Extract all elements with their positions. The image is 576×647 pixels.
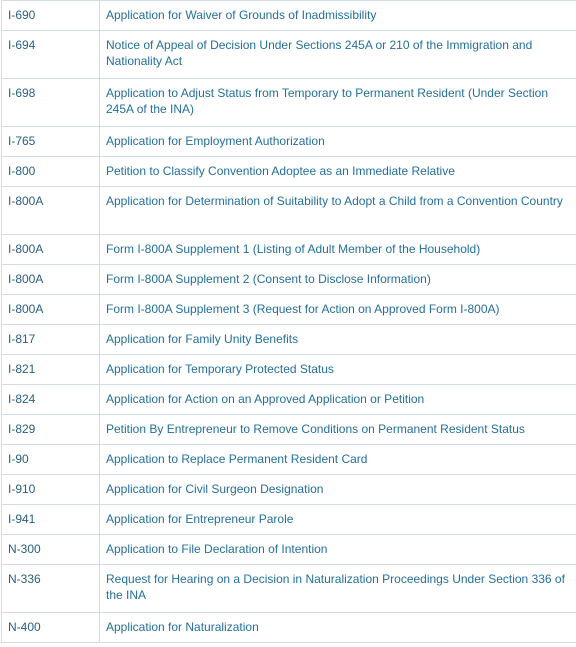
form-number-cell: I-698 — [2, 79, 100, 127]
form-title-link[interactable]: Notice of Appeal of Decision Under Sections 245A or 210 of the Immigration and Nationality Act — [100, 31, 576, 79]
table-row — [2, 265, 576, 295]
form-title-link[interactable]: Request for Hearing on a Decision in Naturalization Proceedings Under Section 336 of the INA — [100, 565, 576, 613]
table-row — [2, 295, 576, 325]
form-title-link[interactable]: Application for Entrepreneur Parole — [100, 505, 576, 535]
form-title-link[interactable]: Application for Civil Surgeon Designation — [100, 475, 576, 505]
form-number-cell: I-690 — [2, 1, 100, 31]
form-number-cell: N-400 — [2, 613, 100, 643]
form-number-cell: I-694 — [2, 31, 100, 79]
form-title-link[interactable]: Petition to Classify Convention Adoptee as an Immediate Relative — [100, 157, 576, 187]
form-number-cell: I-824 — [2, 385, 100, 415]
forms-table — [1, 0, 576, 643]
table-row — [2, 613, 576, 643]
table-row — [2, 157, 576, 187]
form-number-cell: N-300 — [2, 535, 100, 565]
form-title-link[interactable]: Petition By Entrepreneur to Remove Conditions on Permanent Resident Status — [100, 415, 576, 445]
form-number-cell: I-800 — [2, 157, 100, 187]
form-number-cell: I-800A — [2, 235, 100, 265]
table-row — [2, 505, 576, 535]
form-title-link[interactable]: Application to File Declaration of Intention — [100, 535, 576, 565]
form-title-link[interactable]: Application for Temporary Protected Status — [100, 355, 576, 385]
form-number-cell: I-910 — [2, 475, 100, 505]
table-row — [2, 355, 576, 385]
form-title-link[interactable]: Application to Replace Permanent Resident Card — [100, 445, 576, 475]
form-title-link[interactable]: Application for Naturalization — [100, 613, 576, 643]
table-row — [2, 385, 576, 415]
form-number-cell: I-765 — [2, 127, 100, 157]
form-number-cell: I-817 — [2, 325, 100, 355]
table-row — [2, 535, 576, 565]
form-number-cell: I-800A — [2, 187, 100, 235]
form-title-link[interactable]: Form I-800A Supplement 2 (Consent to Disclose Information) — [100, 265, 576, 295]
form-title-link[interactable]: Application to Adjust Status from Temporary to Permanent Resident (Under Section 245A of the INA) — [100, 79, 576, 127]
form-number-cell: I-941 — [2, 505, 100, 535]
form-number-cell: N-336 — [2, 565, 100, 613]
form-number-cell: I-829 — [2, 415, 100, 445]
table-row — [2, 415, 576, 445]
form-title-link[interactable]: Application for Family Unity Benefits — [100, 325, 576, 355]
form-number-cell: I-90 — [2, 445, 100, 475]
table-row — [2, 1, 576, 31]
form-title-link[interactable]: Application for Employment Authorization — [100, 127, 576, 157]
table-row — [2, 565, 576, 613]
form-title-link[interactable]: Application for Action on an Approved Application or Petition — [100, 385, 576, 415]
table-row — [2, 31, 576, 79]
form-number-cell: I-821 — [2, 355, 100, 385]
form-title-link[interactable]: Application for Waiver of Grounds of Inadmissibility — [100, 1, 576, 31]
table-row — [2, 235, 576, 265]
forms-table-body — [2, 1, 576, 643]
table-row — [2, 445, 576, 475]
table-row — [2, 325, 576, 355]
form-title-link[interactable]: Form I-800A Supplement 3 (Request for Action on Approved Form I-800A) — [100, 295, 576, 325]
form-number-cell: I-800A — [2, 295, 100, 325]
form-title-link[interactable]: Form I-800A Supplement 1 (Listing of Adult Member of the Household) — [100, 235, 576, 265]
table-row — [2, 127, 576, 157]
form-number-cell: I-800A — [2, 265, 100, 295]
table-row — [2, 475, 576, 505]
table-row — [2, 79, 576, 127]
form-title-link[interactable]: Application for Determination of Suitability to Adopt a Child from a Convention Country — [100, 187, 576, 235]
table-row — [2, 187, 576, 235]
